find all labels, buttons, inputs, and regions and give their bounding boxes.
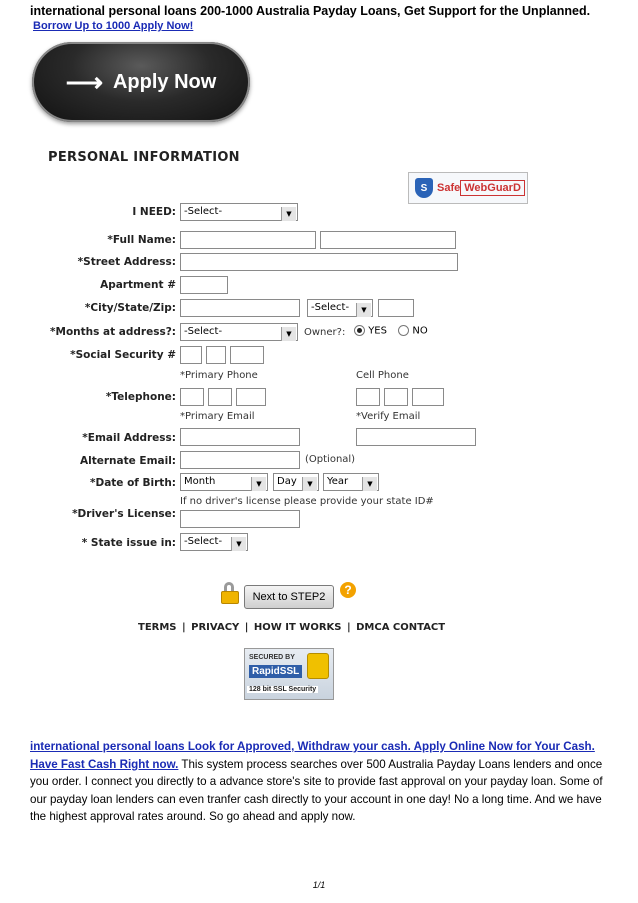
label-alt-email: Alternate Email:: [80, 455, 176, 467]
street-input[interactable]: [180, 253, 458, 271]
body-link[interactable]: international personal loans Look for Approved, Withdraw your cash. Apply Online Now for Your Cash. Have Fast Cash Right now.: [30, 740, 595, 771]
dob-year-value: Year: [327, 476, 349, 487]
state-issue-value: -Select-: [184, 536, 223, 547]
privacy-link[interactable]: PRIVACY: [191, 622, 240, 633]
section-title: PERSONAL INFORMATION: [48, 150, 240, 165]
phone-prefix-input[interactable]: [208, 388, 232, 406]
owner-radios: [354, 325, 428, 337]
next-step-button[interactable]: Next to STEP2: [244, 585, 334, 609]
label-need: I NEED:: [132, 206, 176, 218]
city-input[interactable]: [180, 299, 300, 317]
last-name-input[interactable]: [320, 231, 456, 249]
borrow-link[interactable]: Borrow Up to 1000 Apply Now!: [33, 20, 194, 32]
right-arrow-icon: ⟶: [65, 66, 103, 97]
chevron-down-icon: ▼: [231, 537, 246, 551]
label-full-name: *Full Name:: [107, 234, 176, 246]
primary-phone-hint: *Primary Phone: [180, 370, 258, 381]
dob-day-select[interactable]: [273, 473, 319, 491]
label-apartment: Apartment #: [100, 279, 176, 291]
label-city: *City/State/Zip:: [84, 302, 176, 314]
email-input[interactable]: [180, 428, 300, 446]
apply-now-button[interactable]: [32, 42, 250, 122]
radio-no[interactable]: [398, 325, 409, 336]
license-note: If no driver's license please provide your state ID#: [180, 496, 434, 507]
body-paragraph: [30, 738, 605, 826]
cell-prefix-input[interactable]: [384, 388, 408, 406]
alt-email-input[interactable]: [180, 451, 300, 469]
badge-brand: WebGuarD: [460, 180, 525, 196]
first-name-input[interactable]: [180, 231, 316, 249]
phone-area-input[interactable]: [180, 388, 204, 406]
verify-email-hint: *Verify Email: [356, 411, 421, 422]
chevron-down-icon: ▼: [356, 303, 371, 317]
radio-no-label: NO: [412, 325, 428, 337]
need-select-value: -Select-: [184, 206, 223, 217]
label-state-issue: * State issue in:: [81, 537, 176, 549]
phone-line-input[interactable]: [236, 388, 266, 406]
apply-now-label: Apply Now: [112, 70, 217, 93]
rapidssl-badge: [244, 648, 334, 700]
optional-hint: (Optional): [305, 454, 356, 465]
primary-email-hint: *Primary Email: [180, 411, 255, 422]
ssn-part1-input[interactable]: [180, 346, 202, 364]
verify-email-input[interactable]: [356, 428, 476, 446]
dob-day-value: Day: [277, 476, 297, 487]
lock-icon: [220, 582, 240, 602]
ssn-part3-input[interactable]: [230, 346, 264, 364]
help-icon[interactable]: ?: [340, 582, 356, 598]
chevron-down-icon: ▼: [362, 477, 377, 491]
owner-label: Owner?:: [304, 327, 346, 338]
cell-phone-hint: Cell Phone: [356, 370, 409, 381]
radio-yes-label: YES: [368, 325, 387, 337]
radio-yes[interactable]: [354, 325, 365, 336]
label-street: *Street Address:: [77, 256, 176, 268]
chevron-down-icon: ▼: [302, 477, 317, 491]
label-license: *Driver's License:: [72, 508, 176, 520]
page-number: 1/1: [312, 880, 326, 890]
chevron-down-icon: ▼: [281, 207, 296, 221]
need-select[interactable]: [180, 203, 298, 221]
dob-month-value: Month: [184, 476, 216, 487]
badge-prefix: Safe: [437, 182, 461, 194]
cell-line-input[interactable]: [412, 388, 444, 406]
state-issue-select[interactable]: [180, 533, 248, 551]
how-it-works-link[interactable]: HOW IT WORKS: [253, 622, 342, 633]
label-months: *Months at address?:: [50, 326, 176, 338]
label-dob: *Date of Birth:: [90, 477, 176, 489]
state-select-value: -Select-: [311, 302, 350, 313]
terms-link[interactable]: TERMS: [138, 622, 177, 633]
footer-links: TERMS | PRIVACY | HOW IT WORKS | DMCA CONTACT: [138, 622, 446, 633]
months-select-value: -Select-: [184, 326, 223, 337]
body-text: This system process searches over 500 Australia Payday Loans lenders and once you order. I connect you directly to a advance store's site to provide fast approval on your payday loan. Some of our payday loan lenders can even tranfer cash directly to your account in one day! No a long time. And we have the highest approval rates around. So go ahead and apply now.: [30, 757, 603, 823]
dob-month-select[interactable]: [180, 473, 268, 491]
chevron-down-icon: ▼: [281, 327, 296, 341]
ssl-secured-by: SECURED BY: [249, 654, 295, 661]
shield-icon: S: [415, 178, 433, 198]
label-telephone: *Telephone:: [105, 391, 176, 403]
dmca-link[interactable]: DMCA CONTACT: [356, 622, 446, 633]
cell-area-input[interactable]: [356, 388, 380, 406]
page-title: international personal loans 200-1000 Australia Payday Loans, Get Support for the Unplanned.: [30, 4, 591, 18]
state-select[interactable]: [307, 299, 373, 317]
safewebguard-badge: [408, 172, 528, 204]
months-select[interactable]: [180, 323, 298, 341]
license-input[interactable]: [180, 510, 300, 528]
apartment-input[interactable]: [180, 276, 228, 294]
ssn-part2-input[interactable]: [206, 346, 226, 364]
dob-year-select[interactable]: [323, 473, 379, 491]
ssl-brand: RapidSSL: [249, 665, 302, 678]
chevron-down-icon: ▼: [251, 477, 266, 491]
padlock-icon: [307, 653, 329, 679]
ssl-bits: 128 bit SSL Security: [249, 686, 317, 693]
label-email: *Email Address:: [82, 432, 176, 444]
label-ssn: *Social Security #: [70, 349, 176, 361]
zip-input[interactable]: [378, 299, 414, 317]
